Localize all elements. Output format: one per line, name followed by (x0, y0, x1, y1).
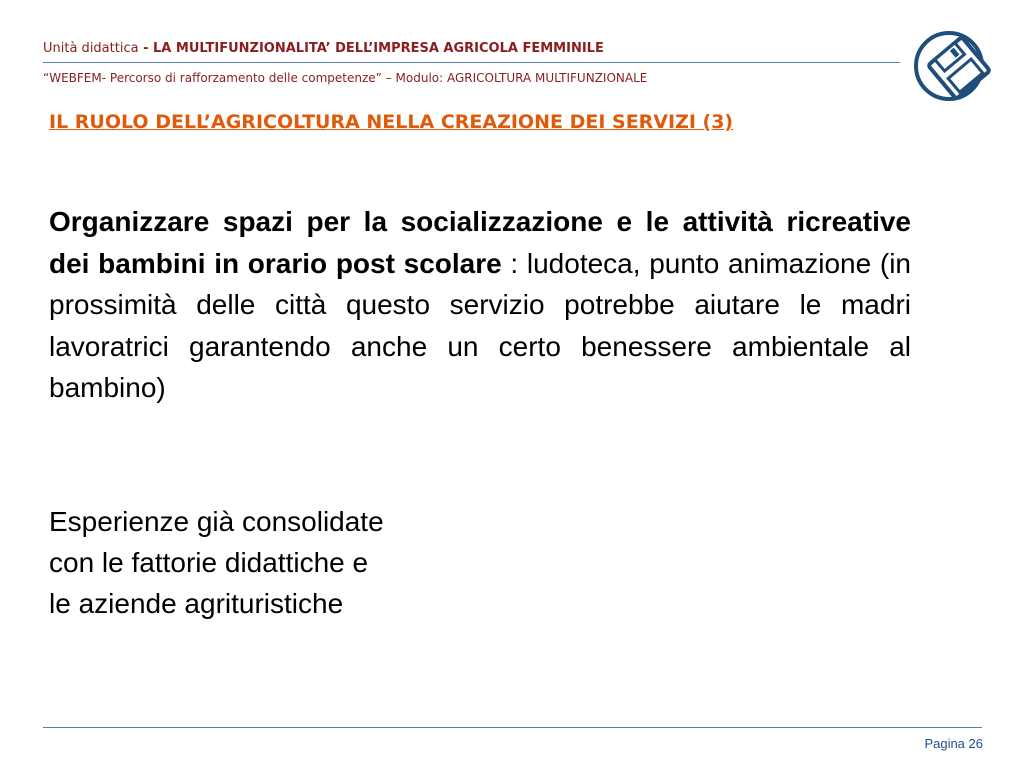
experiences-line: le aziende agrituristiche (49, 588, 344, 619)
header-divider (43, 62, 900, 63)
floppy-disk-icon (913, 28, 991, 104)
slide-title: IL RUOLO DELL’AGRICOLTURA NELLA CREAZIONE DEI SERVIZI (3) (49, 111, 734, 133)
header-unit-line (43, 41, 604, 56)
body-paragraph (49, 201, 911, 409)
experiences-block (49, 501, 384, 624)
experiences-line: Esperienze già consolidate (49, 506, 384, 537)
unit-label: Unità didattica (43, 41, 139, 56)
footer-divider (43, 727, 982, 728)
unit-title: - LA MULTIFUNZIONALITA’ DELL’IMPRESA AGRICOLA FEMMINILE (138, 41, 604, 56)
page-number: Pagina 26 (924, 736, 983, 751)
header-subtitle: “WEBFEM- Percorso di rafforzamento delle competenze” – Modulo: AGRICOLTURA MULTIFUNZIONALE (43, 71, 648, 85)
experiences-line: con le fattorie didattiche e (49, 547, 369, 578)
body-normal-text: : ludoteca, punto animazione (in prossimità delle città questo servizio potrebbe aiutare le madri lavoratrici garantendo anche un certo benessere ambientale al bambino) (49, 247, 911, 403)
body-bold-text: Organizzare spazi per la socializzazione e le attività ricreative dei bambini in orario post scolare (49, 206, 911, 279)
